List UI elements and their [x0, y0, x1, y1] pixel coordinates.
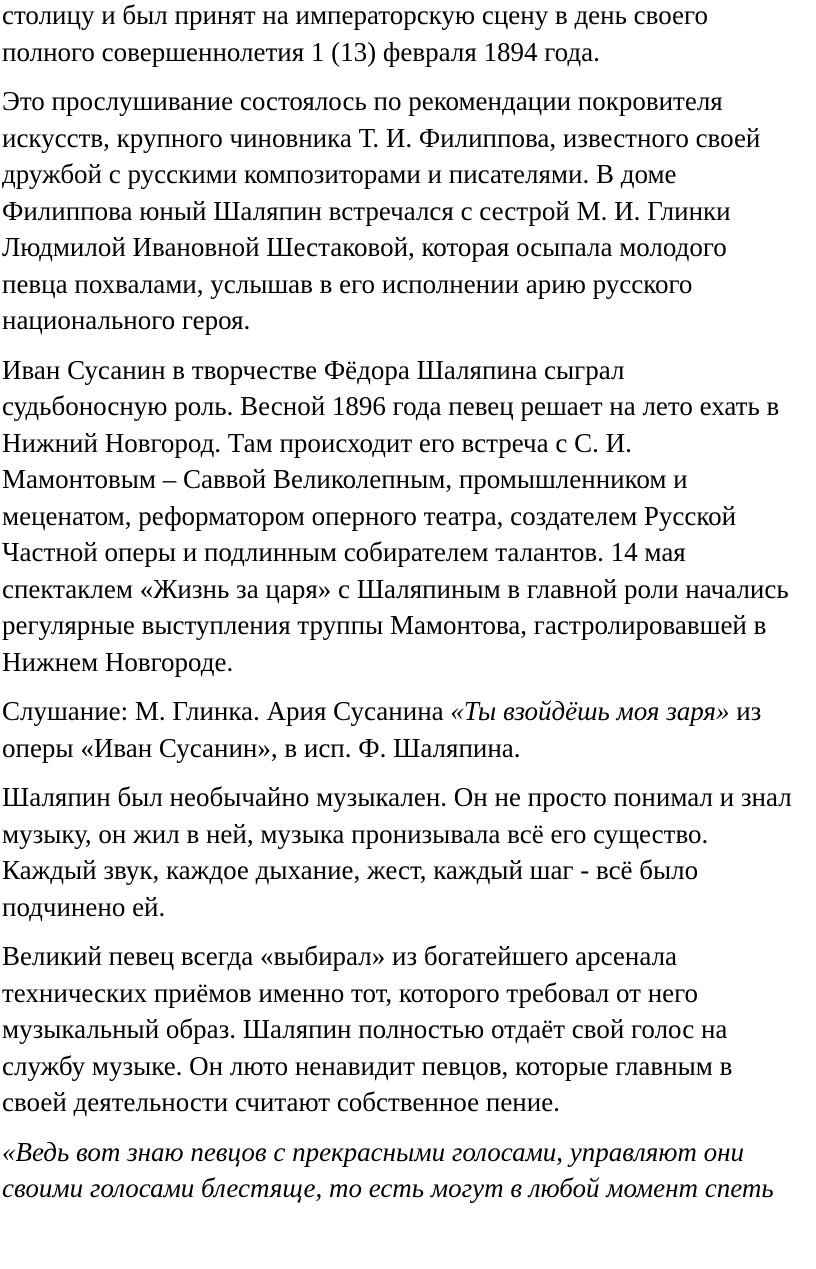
- paragraph-6: Великий певец всегда «выбирал» из богатейшего арсенала технических приёмов именно тот, которого требовал от него музыкальный образ. Шаляпин полностью отдаёт свой голос на службу музыке. Он люто ненавидит певцов, которые главным в своей деятельности считают собственное пение.: [2, 941, 733, 1117]
- aria-title: «Ты взойдёшь моя заря»: [450, 696, 730, 726]
- document-body: [2, 0, 816, 1220]
- quote-text: «Ведь вот знаю певцов с прекрасными голосами, управляют они своими голосами блестяще, то есть могут в любой момент спеть: [2, 1136, 774, 1203]
- paragraph-1: столицу и был принят на императорскую сцену в день своего полного совершеннолетия 1 (13) февраля 1894 года.: [2, 0, 708, 67]
- quote-paragraph: [2, 1134, 816, 1207]
- paragraph-4-intro: Слушание: М. Глинка. Ария Сусанина: [2, 696, 451, 726]
- paragraph-3: Иван Сусанин в творчестве Фёдора Шаляпина сыграл судьбоносную роль. Весной 1896 года певец решает на лето ехать в Нижний Новгород. Там происходит его встреча с С. И. Мамонтовым – Саввой Великолепным, промышленником и меценатом, реформатором оперного театра, создателем Русской Частной оперы и подлинным собирателем талантов. 14 мая спектаклем «Жизнь за царя» с Шаляпиным в главной роли начались регулярные выступления труппы Мамонтова, гастролировавшей в Нижнем Новгороде.: [2, 354, 789, 677]
- paragraph-5: Шаляпин был необычайно музыкален. Он не просто понимал и знал музыку, он жил в ней, музыка пронизывала всё его существо. Каждый звук, каждое дыхание, жест, каждый шаг - всё было подчинено ей.: [2, 782, 792, 922]
- paragraph-4-rest: из оперы «Иван Сусанин», в исп. Ф. Шаляпина.: [2, 696, 762, 763]
- paragraph-4: [2, 693, 816, 766]
- paragraph-2: Это прослушивание состоялось по рекомендации покровителя искусств, крупного чиновника Т. И. Филиппова, известного своей дружбой с русскими композиторами и писателями. В доме Филиппова юный Шаляпин встречался с сестрой М. И. Глинки Людмилой Ивановной Шестаковой, которая осыпала молодого певца похвалами, услышав в его исполнении арию русского национального героя.: [2, 86, 761, 335]
